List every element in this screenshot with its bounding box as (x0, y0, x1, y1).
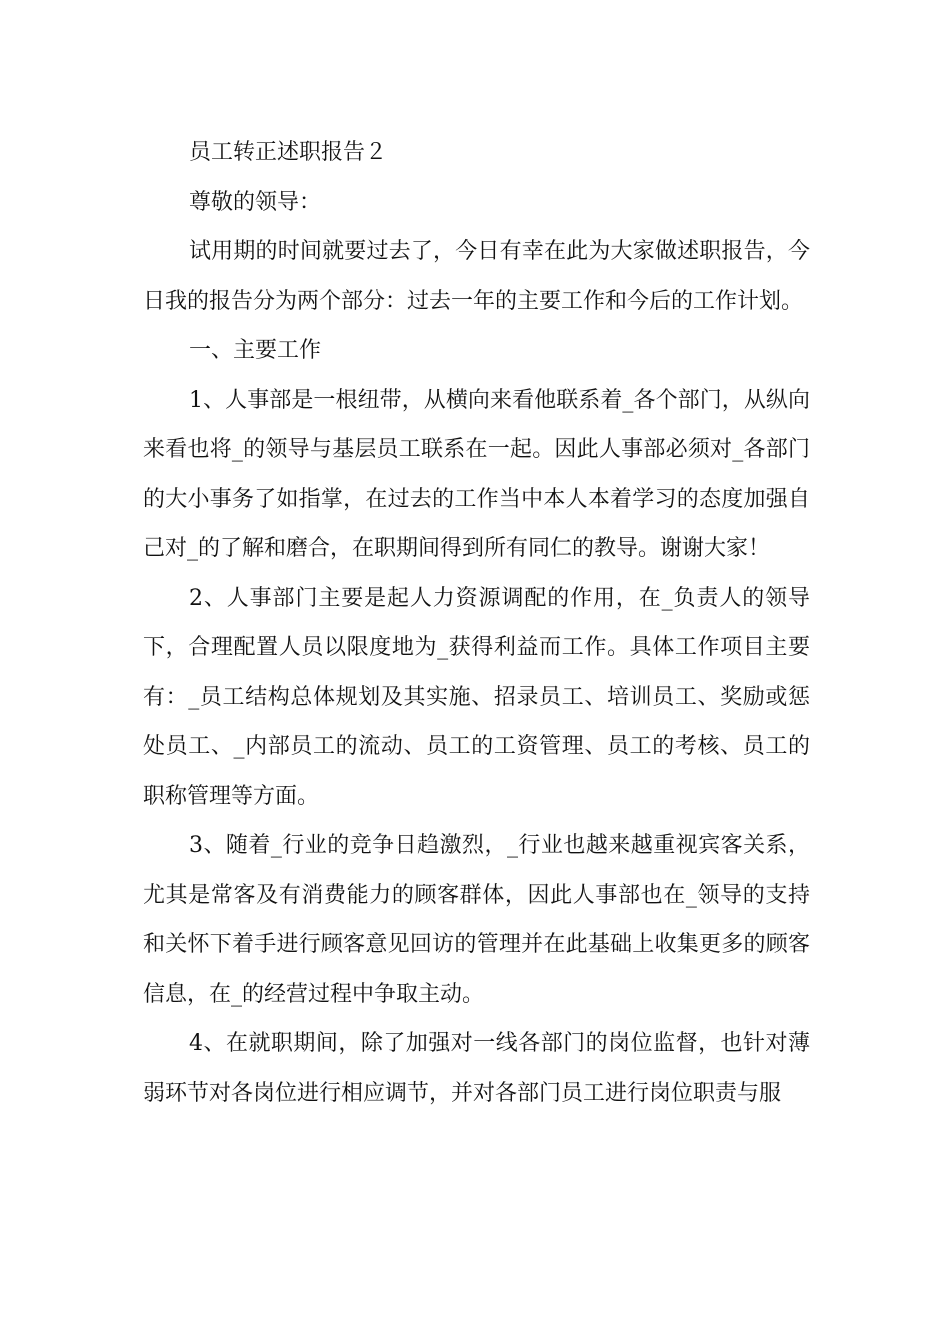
paragraph-item-1: 1、人事部是一根纽带，从横向来看他联系着_各个部门，从纵向来看也将_的领导与基层员工联系在一起。因此人事部必须对_各部门的大小事务了如指掌，在过去的工作当中本人本着学习的态度加强自己对_的了解和磨合，在职期间得到所有同仁的教导。谢谢大家！ (143, 387, 810, 561)
document-title: 员工转正述职报告２ (189, 140, 388, 165)
paragraph-item-4: 4、在就职期间，除了加强对一线各部门的岗位监督，也针对薄弱环节对各岗位进行相应调节，并对各部门员工进行岗位职责与服 (143, 1031, 810, 1106)
document-body (143, 128, 810, 1118)
salutation: 尊敬的领导： (189, 189, 322, 215)
paragraph-item-2: 2、人事部门主要是起人力资源调配的作用，在_负责人的领导下，合理配置人员以限度地为_获得利益而工作。具体工作项目主要有：_员工结构总体规划及其实施、招录员工、培训员工、奖励或惩处员工、_内部员工的流动、员工的工资管理、员工的考核、员工的职称管理等方面。 (143, 585, 810, 809)
section-heading-main-work: 一、主要工作 (189, 338, 322, 363)
paragraph-intro: 试用期的时间就要过去了，今日有幸在此为大家做述职报告，今日我的报告分为两个部分：过去一年的主要工作和今后的工作计划。 (143, 239, 810, 314)
paragraph-item-3: 3、随着_行业的竞争日趋激烈，_行业也越来越重视宾客关系，尤其是常客及有消费能力的顾客群体，因此人事部也在_领导的支持和关怀下着手进行顾客意见回访的管理并在此基础上收集更多的顾客信息，在_的经营过程中争取主动。 (143, 833, 810, 1007)
